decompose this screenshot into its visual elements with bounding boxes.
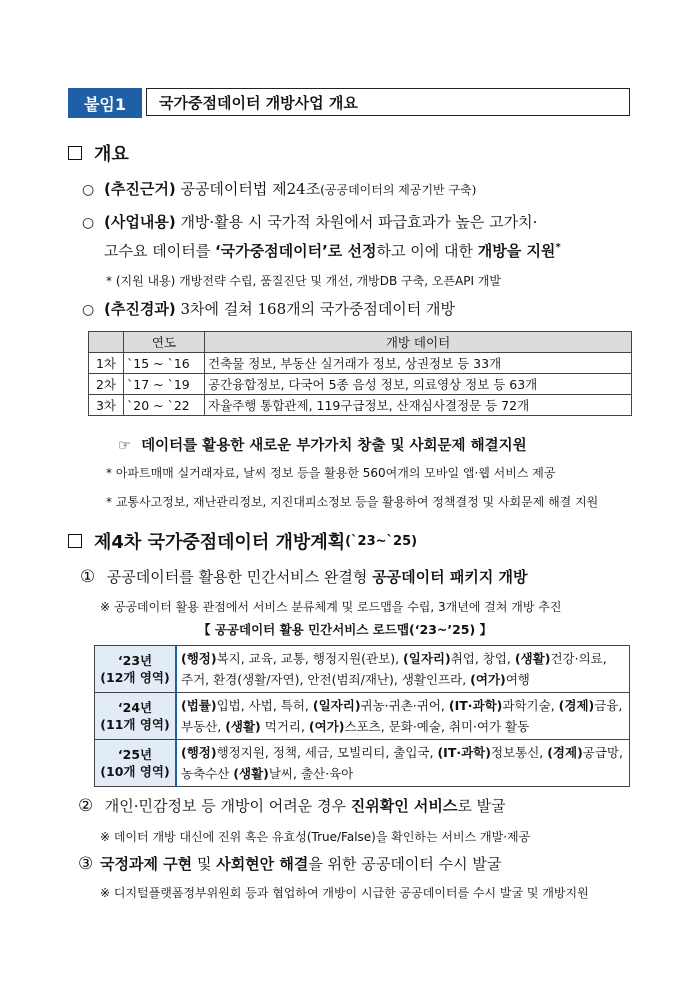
progress-table <box>88 331 632 416</box>
plan-item-1-note: ※ 공공데이터 활용 관점에서 서비스 분류체계 및 로드맵을 수립, 3개년에 걸쳐 개방 추진 <box>100 600 562 614</box>
area-items: 정보통신, <box>490 745 548 760</box>
table-cell: `15 ~ `16 <box>124 353 205 374</box>
section-title: 개요 <box>94 144 129 165</box>
table-header: 개방 데이터 <box>205 332 632 353</box>
bullet-text: 개방·활용 시 국가적 차원에서 파급효과가 높은 고가치· <box>175 213 538 231</box>
item-text-bold: 사회현안 해결 <box>216 855 309 873</box>
appendix-badge: 붙임1 <box>68 88 142 118</box>
section-title: 제4차 국가중점데이터 개방계획 <box>94 532 346 553</box>
roadmap-area-line <box>181 763 625 784</box>
roadmap-area-count: (10개 영역) <box>100 764 170 779</box>
table-cell: 3차 <box>89 395 124 416</box>
text-segment: 고수요 데이터를 <box>104 242 215 260</box>
item-text-bold: 공공데이터 패키지 개방 <box>372 568 528 586</box>
area-items: 귀농·귀촌·귀어, <box>360 698 449 713</box>
table-cell: 건축물 정보, 부동산 실거래가 정보, 상권정보 등 33개 <box>205 353 632 374</box>
roadmap-year-label: ‘23년 <box>117 653 153 668</box>
section-plan-heading <box>68 528 417 554</box>
area-category: (생활) <box>514 651 551 666</box>
roadmap-area-line <box>181 648 625 669</box>
roadmap-row <box>95 693 630 740</box>
area-items: 공급망, <box>582 745 623 760</box>
item-text-bold: 국정과제 구현 <box>100 855 193 873</box>
table-cell: `17 ~ `19 <box>124 374 205 395</box>
area-items: 행정지원, 정책, 세금, 모빌리티, 출입국, <box>216 745 438 760</box>
text-segment-bold: ‘국가중점데이터’로 선정 <box>214 242 377 260</box>
circle-bullet-icon: ○ <box>82 215 95 231</box>
bullet-legal-basis <box>82 178 476 199</box>
bullet-label: (추진경과) <box>104 300 176 318</box>
item-text: 공공데이터를 활용한 민간서비스 완결형 <box>102 568 373 586</box>
bullet-project-content <box>82 211 537 232</box>
roadmap-area-line <box>181 716 625 737</box>
roadmap-row <box>95 740 630 787</box>
bullet-subtext: (공공데이터의 제공기반 구축) <box>320 183 477 197</box>
checkbox-square-icon <box>68 146 82 160</box>
roadmap-areas <box>176 693 630 740</box>
bullet-project-content-line2 <box>104 240 561 261</box>
roadmap-year <box>95 693 177 740</box>
area-items: 여행 <box>505 672 530 687</box>
table-cell: 공간융합정보, 다국어 5종 음성 정보, 의료영상 정보 등 63개 <box>205 374 632 395</box>
callout-note-2: * 교통사고정보, 재난관리정보, 지진대피소정보 등을 활용하여 정책결정 및 사회문제 해결 지원 <box>106 495 599 509</box>
item-text: 을 위한 공공데이터 수시 발굴 <box>308 855 502 873</box>
bullet-label: (추진근거) <box>104 180 176 198</box>
section-overview-heading <box>68 140 129 166</box>
table-cell: 1차 <box>89 353 124 374</box>
area-items: 주거, 환경(생활/자연), 안전(범죄/재난), 생활인프라, <box>181 672 471 687</box>
area-category: (법률) <box>181 698 217 713</box>
area-category: (여가) <box>470 672 506 687</box>
roadmap-area-count: (12개 영역) <box>100 670 170 685</box>
plan-item-3-note: ※ 디지털플랫폼정부위원회 등과 협업하여 개방이 시급한 공공데이터를 수시 발굴 및 개방지원 <box>100 886 589 900</box>
circled-number-icon: ① <box>80 567 96 587</box>
area-items: 농축수산 <box>181 766 234 781</box>
area-items: 입법, 사법, 특허, <box>216 698 313 713</box>
bullet-label: (사업내용) <box>104 213 176 231</box>
roadmap-areas <box>176 646 630 693</box>
area-items: 건강·의료, <box>550 651 607 666</box>
area-items: 스포츠, 문화·예술, 취미·여가 활동 <box>344 719 530 734</box>
text-segment: 하고 이에 대한 <box>376 242 478 260</box>
area-category: (경제) <box>558 698 595 713</box>
area-category: (일자리) <box>312 698 361 713</box>
area-items: 취업, 창업, <box>450 651 515 666</box>
circled-number-icon: ③ <box>78 854 94 874</box>
text-segment-bold: 개방을 지원 <box>477 242 556 260</box>
section-title-period: (`23~`25) <box>345 533 418 549</box>
plan-item-2-note: ※ 데이터 개방 대신에 진위 혹은 유효성(True/False)을 확인하는 서비스 개발·제공 <box>100 830 531 844</box>
roadmap-area-line <box>181 695 625 716</box>
table-cell: `20 ~ `22 <box>124 395 205 416</box>
callout-text: 데이터를 활용한 새로운 부가가치 창출 및 사회문제 해결지원 <box>141 438 527 454</box>
table-header <box>89 332 124 353</box>
roadmap-year <box>95 740 177 787</box>
plan-item-1 <box>80 566 528 587</box>
area-category: (일자리) <box>403 651 451 666</box>
area-category: (IT·과학) <box>448 698 503 713</box>
area-category: (생활) <box>233 766 269 781</box>
area-items: 복지, 교육, 교통, 행정지원(관보), <box>216 651 404 666</box>
roadmap-year-label: ‘25년 <box>117 747 153 762</box>
roadmap-title: 【 공공데이터 활용 민간서비스 로드맵(‘23~’25) 】 <box>198 622 493 637</box>
table-row <box>89 353 632 374</box>
roadmap-row <box>95 646 630 693</box>
circled-number-icon: ② <box>78 796 94 816</box>
bullet-text: 3차에 걸쳐 168개의 국가중점데이터 개방 <box>175 300 456 318</box>
item-text: 및 <box>192 855 217 873</box>
table-row <box>89 374 632 395</box>
footnote-marker: * <box>555 242 561 253</box>
table-header: 연도 <box>124 332 205 353</box>
area-category: (행정) <box>181 745 217 760</box>
bullet-text: 공공데이터법 제24조 <box>175 180 321 198</box>
plan-item-3 <box>78 853 501 874</box>
bullet-progress <box>82 298 455 319</box>
callout-line <box>118 434 527 455</box>
area-items: 과학기술, <box>502 698 559 713</box>
roadmap-areas <box>176 740 630 787</box>
area-category: (행정) <box>181 651 217 666</box>
roadmap-area-count: (11개 영역) <box>100 717 170 732</box>
roadmap-area-line <box>181 669 625 690</box>
area-category: (생활) <box>225 719 261 734</box>
area-items: 부동산, <box>181 719 226 734</box>
area-items: 먹거리, <box>260 719 309 734</box>
page-title: 국가중점데이터 개방사업 개요 <box>146 88 630 116</box>
roadmap-table <box>94 645 630 787</box>
pointing-hand-icon: ☞ <box>118 438 131 454</box>
roadmap-year <box>95 646 177 693</box>
item-text: 로 발굴 <box>457 797 506 815</box>
callout-note-1: * 아파트매매 실거래자료, 날씨 정보 등을 활용한 560여개의 모바일 앱·웹 서비스 제공 <box>106 466 556 480</box>
plan-item-2 <box>78 795 506 816</box>
table-cell: 자율주행 통합관제, 119구급정보, 산재심사결정문 등 72개 <box>205 395 632 416</box>
note-support-content: * (지원 내용) 개방전략 수립, 품질진단 및 개선, 개방DB 구축, 오픈API 개발 <box>106 274 502 288</box>
roadmap-year-label: ‘24년 <box>117 700 153 715</box>
roadmap-area-line <box>181 742 625 763</box>
circle-bullet-icon: ○ <box>82 302 95 318</box>
area-category: (IT·과학) <box>437 745 491 760</box>
area-category: (경제) <box>547 745 583 760</box>
checkbox-square-icon <box>68 534 82 548</box>
table-cell: 2차 <box>89 374 124 395</box>
item-text: 개인·민감정보 등 개방이 어려운 경우 <box>100 797 351 815</box>
item-text-bold: 진위확인 서비스 <box>350 797 458 815</box>
area-items: 금융, <box>594 698 623 713</box>
area-items: 날씨, 출산·육아 <box>268 766 354 781</box>
circle-bullet-icon: ○ <box>82 182 95 198</box>
area-category: (여가) <box>308 719 345 734</box>
table-row <box>89 395 632 416</box>
